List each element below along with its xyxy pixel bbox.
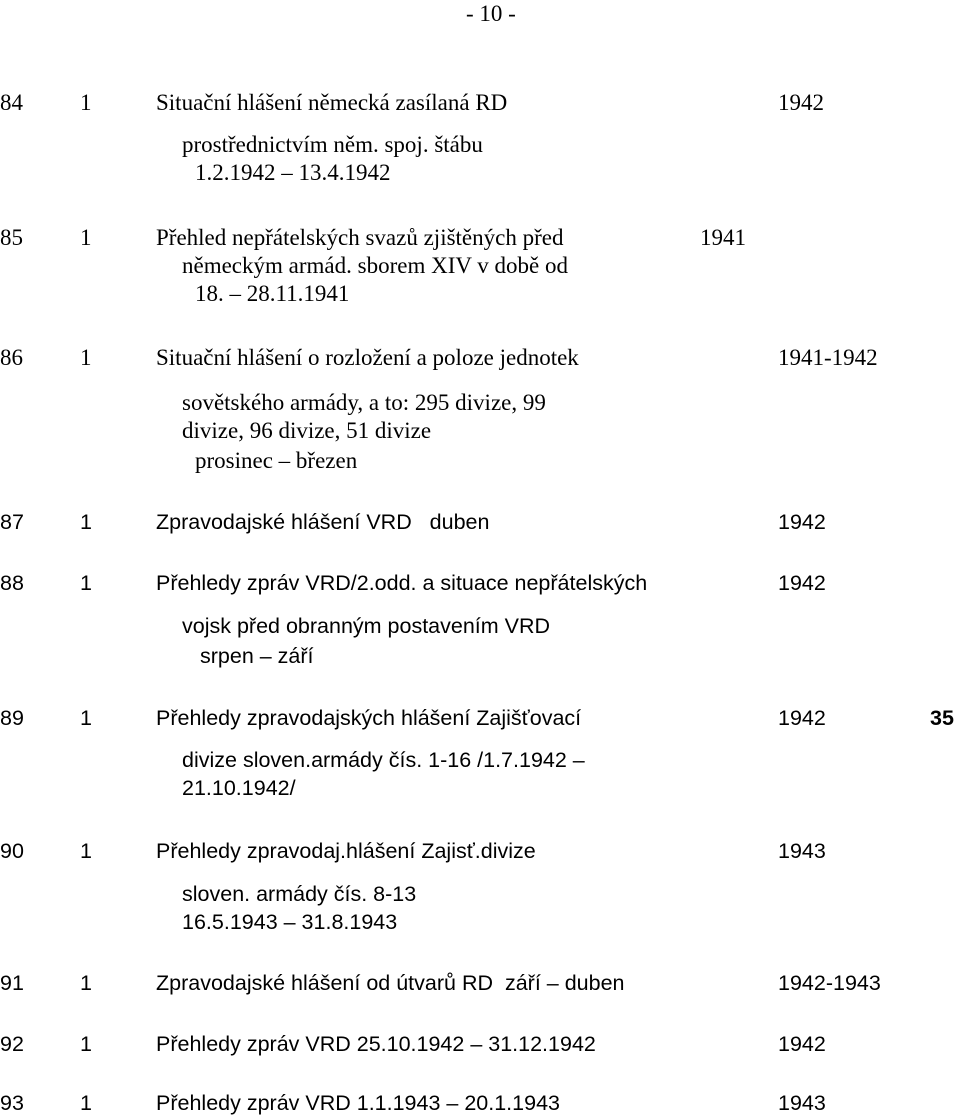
entry-title: Přehledy zpravodajských hlášení Zajišťovací [156, 706, 582, 730]
entry-line: divize, 96 divize, 51 divize [182, 418, 432, 443]
entry-title: Zpravodajské hlášení VRD duben [156, 510, 490, 534]
entry-number: 84 [0, 90, 23, 115]
entry-title: Situační hlášení o rozložení a poloze jednotek [156, 345, 579, 370]
entry-count: 1 [80, 571, 92, 595]
entry-line: německým armád. sborem XIV v době od [182, 253, 569, 278]
entry-count: 1 [80, 839, 92, 863]
entry-line: vojsk před obranným postavením VRD [182, 614, 551, 638]
entry-title: Přehled nepřátelských svazů zjištěných před [156, 225, 564, 250]
entry-number: 90 [0, 839, 24, 863]
entry-date: 1942 [778, 510, 826, 534]
entry-count: 1 [80, 345, 92, 370]
entry-title: Zpravodajské hlášení od útvarů RD září – duben [156, 971, 625, 995]
entry-date: 1942 [778, 90, 824, 115]
entry-date: 1942 [778, 571, 826, 595]
entry-line: 18. – 28.11.1941 [195, 281, 350, 306]
entry-line: divize sloven.armády čís. 1-16 /1.7.1942 – [182, 748, 585, 772]
entry-date: 1943 [778, 839, 826, 863]
entry-title: Přehledy zpráv VRD/2.odd. a situace nepřátelských [156, 571, 648, 595]
entry-date: 1942-1943 [778, 971, 881, 995]
entry-title: Přehledy zpráv VRD 1.1.1943 – 20.1.1943 [156, 1091, 560, 1115]
entry-date: 1941-1942 [778, 345, 878, 370]
entry-line: sovětského armády, a to: 295 divize, 99 [182, 390, 546, 415]
entry-date: 1942 [778, 706, 826, 730]
entry-number: 87 [0, 510, 24, 534]
entry-number: 86 [0, 345, 23, 370]
entry-line: sloven. armády čís. 8-13 [182, 882, 417, 906]
entry-line: 21.10.1942/ [182, 776, 296, 800]
entry-number: 89 [0, 706, 24, 730]
entry-title: Přehledy zpráv VRD 25.10.1942 – 31.12.1942 [156, 1032, 596, 1056]
entry-line: prosinec – březen [195, 448, 358, 473]
entry-number: 93 [0, 1091, 24, 1115]
entry-title: Přehledy zpravodaj.hlášení Zajisť.divize [156, 839, 536, 863]
entry-title: Situační hlášení německá zasílaná RD [156, 90, 508, 115]
entry-count: 1 [80, 510, 92, 534]
entry-date: 1941 [700, 225, 746, 250]
entry-count: 1 [80, 225, 92, 250]
entry-date: 1942 [778, 1032, 826, 1056]
entry-date: 1943 [778, 1091, 826, 1115]
entry-number: 85 [0, 225, 23, 250]
entry-number: 91 [0, 971, 24, 995]
entry-line: 1.2.1942 – 13.4.1942 [195, 160, 391, 185]
entry-line: 16.5.1943 – 31.8.1943 [182, 910, 398, 934]
entry-count: 1 [80, 1091, 92, 1115]
entry-number: 88 [0, 571, 24, 595]
entry-line: srpen – září [200, 644, 314, 668]
entry-count: 1 [80, 971, 92, 995]
entry-number: 92 [0, 1032, 24, 1056]
entry-line: prostřednictvím něm. spoj. štábu [182, 132, 483, 157]
entry-count: 1 [80, 1032, 92, 1056]
entry-count: 1 [80, 706, 92, 730]
page-number: - 10 - [466, 1, 516, 26]
box-number: 35 [930, 706, 954, 730]
entry-count: 1 [80, 90, 92, 115]
